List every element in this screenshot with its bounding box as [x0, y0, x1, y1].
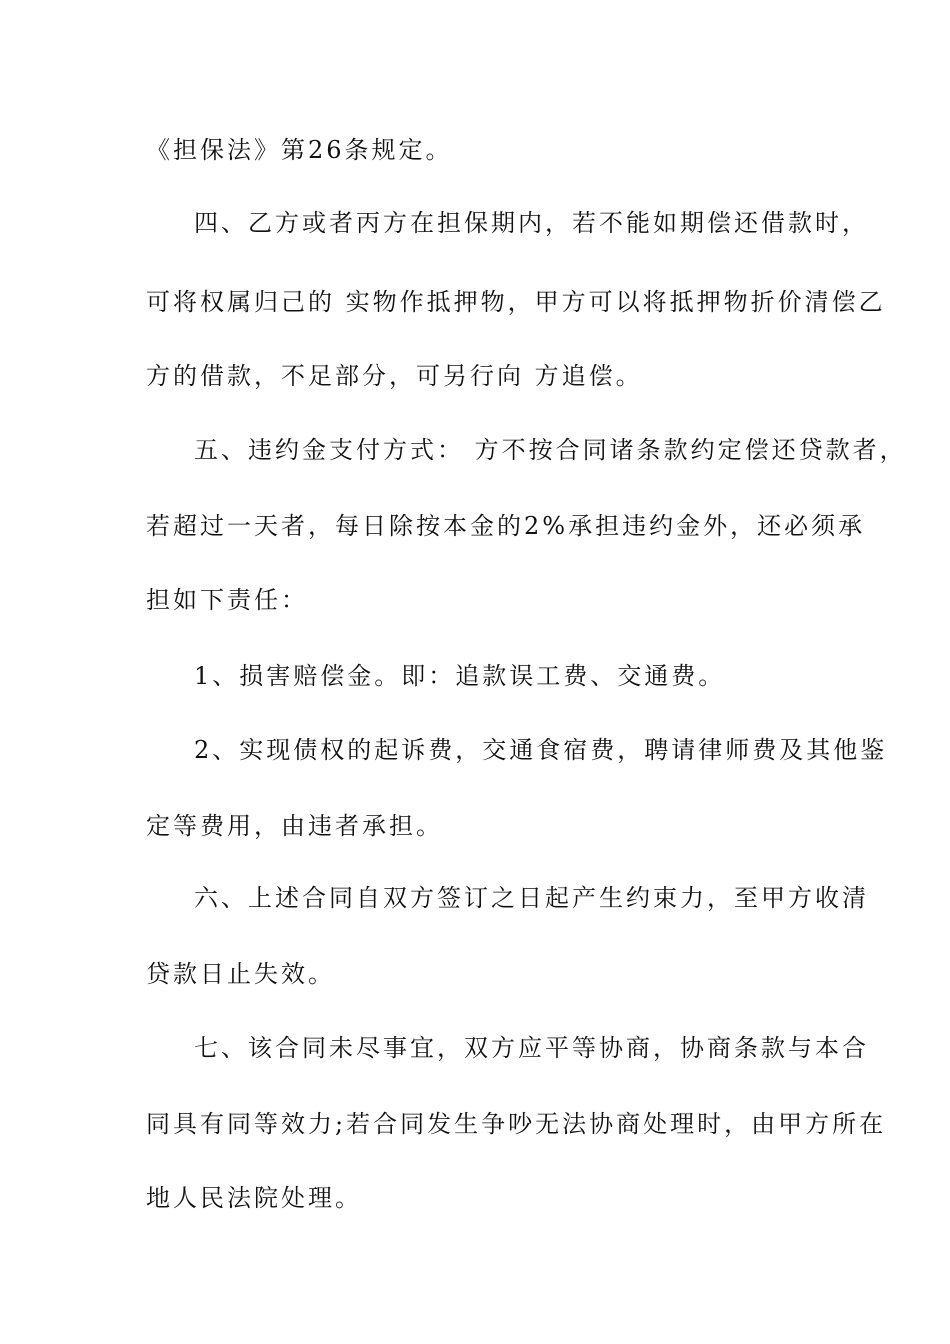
text-line: 四、乙方或者丙方在担保期内，若不能如期偿还借款时， [194, 209, 869, 237]
text-line: 七、该合同未尽事宜，双方应平等协商，协商条款与本合 [194, 1034, 869, 1062]
text-line: 《担保法》第26条规定。 [146, 136, 453, 164]
text-line: 方的借款，不足部分，可另行向 方追偿。 [146, 362, 643, 390]
text-line: 担如下责任： [146, 586, 308, 614]
text-line: 定等费用，由违者承担。 [146, 812, 443, 840]
text-line: 五、违约金支付方式： 方不按合同诸条款约定偿还贷款者， [194, 436, 907, 464]
text-line: 可将权属归己的 实物作抵押物，甲方可以将抵押物折价清偿乙 [146, 288, 886, 316]
text-line: 同具有同等效力;若合同发生争吵无法协商处理时，由甲方所在 [146, 1110, 887, 1138]
text-line: 地人民法院处理。 [146, 1184, 362, 1212]
text-line: 贷款日止失效。 [146, 960, 335, 988]
text-line: 2、实现债权的起诉费，交通食宿费，聘请律师费及其他鉴 [194, 736, 888, 764]
text-line: 若超过一天者，每日除按本金的2%承担违约金外，还必须承 [146, 512, 866, 540]
text-line: 六、上述合同自双方签订之日起产生约束力，至甲方收清 [194, 884, 869, 912]
text-line: 1、损害赔偿金。即：追款误工费、交通费。 [194, 662, 726, 690]
